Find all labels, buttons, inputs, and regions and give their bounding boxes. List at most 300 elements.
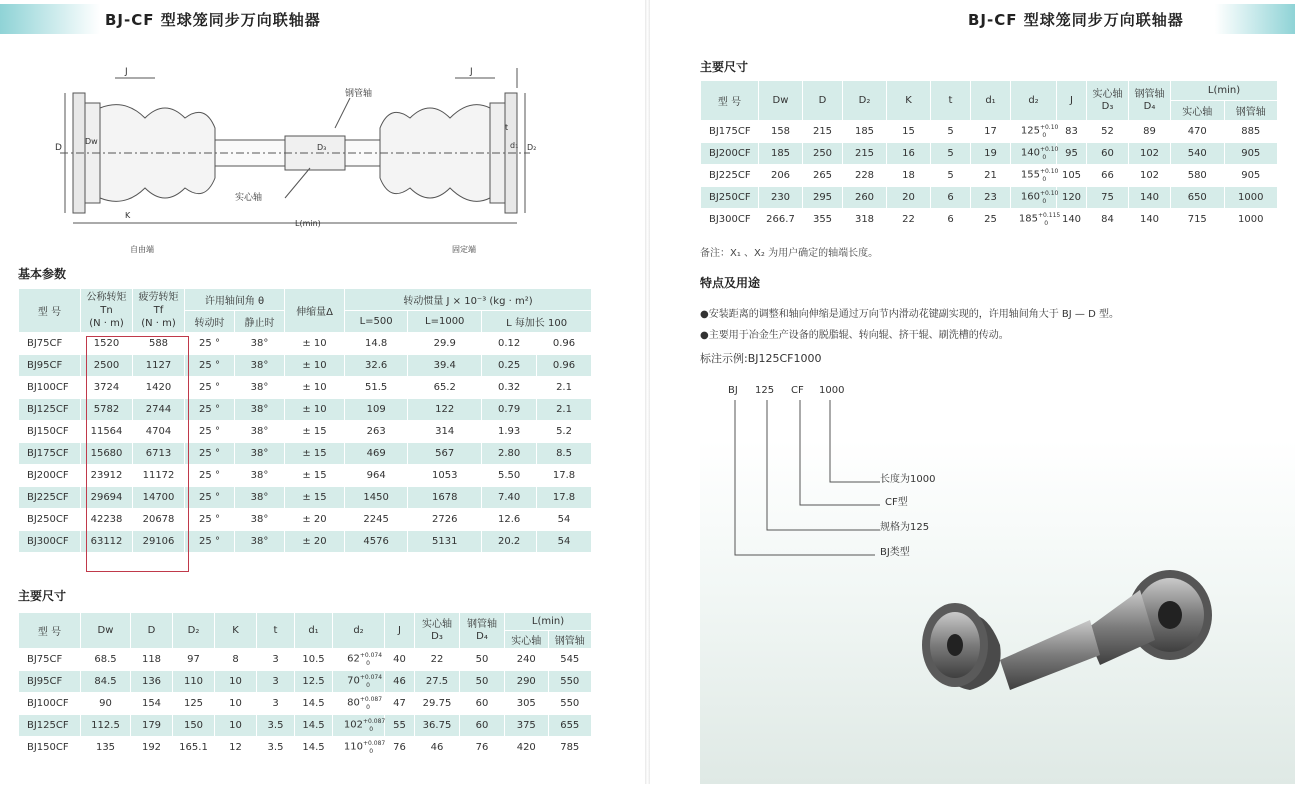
cell-telescopic: ± 10 (285, 399, 345, 421)
cell-lmin-solid: 580 (1171, 165, 1225, 187)
dd2-lower-tolerance: 0 (1042, 131, 1047, 139)
cell-d4: 102 (1129, 165, 1171, 187)
cell-lmin-solid: 305 (505, 693, 549, 715)
cell-tf: 29106 (133, 531, 185, 553)
cell-dd2 (1011, 187, 1057, 209)
cell-per100-solid: 5.50 (482, 465, 537, 487)
cell-lmin-solid: 470 (1171, 121, 1225, 143)
cell-dw: 84.5 (81, 671, 131, 693)
cell-model: BJ175CF (19, 443, 81, 465)
cell-tn: 63112 (81, 531, 133, 553)
col-d3: 实心轴 D₃ (1087, 81, 1129, 121)
cell-dw: 158 (759, 121, 803, 143)
col-l500: L=500 (345, 311, 408, 333)
cell-tn: 23912 (81, 465, 133, 487)
cell-d: 179 (131, 715, 173, 737)
col-lmin: L(min) (505, 613, 592, 631)
cell-lmin-solid: 420 (505, 737, 549, 759)
dd2-upper-tolerance: +0.10 (1039, 190, 1059, 198)
cell-t: 6 (931, 187, 971, 209)
cell-dw: 185 (759, 143, 803, 165)
cell-dd2 (1011, 209, 1061, 231)
cell-d1: 19 (971, 143, 1011, 165)
cell-tf: 20678 (133, 509, 185, 531)
dimensions-title-left: 主要尺寸 (18, 589, 67, 603)
cell-dd2 (333, 671, 385, 693)
code-label-size: 规格为125 (880, 522, 930, 533)
cell-tf: 6713 (133, 443, 185, 465)
cell-angle-rot: 25 ° (185, 333, 235, 355)
feature-item-2: ●主要用于冶金生产设备的脱脂辊、转向辊、挤干辊、刷洗槽的传动。 (700, 330, 1009, 341)
left-page (0, 0, 645, 784)
cell-d2: 97 (173, 649, 215, 671)
col-solid: 实心轴 (1171, 101, 1225, 121)
cell-k: 10 (215, 715, 257, 737)
cell-angle-static: 38° (235, 465, 285, 487)
basic-params-title: 基本参数 (18, 267, 67, 281)
cell-d1: 21 (971, 165, 1011, 187)
col-j: J (1057, 81, 1087, 121)
table-row (19, 671, 592, 693)
cell-k: 12 (215, 737, 257, 759)
col-rotating: 转动时 (185, 311, 235, 333)
cell-angle-static: 38° (235, 399, 285, 421)
cell-l500-solid: 109 (345, 399, 408, 421)
cell-model: BJ75CF (19, 649, 81, 671)
code-label-length: 长度为1000 (880, 474, 936, 485)
cell-model: BJ200CF (19, 465, 81, 487)
cell-tn: 3724 (81, 377, 133, 399)
cell-telescopic: ± 15 (285, 465, 345, 487)
col-tf: 疲劳转矩 Tf (N · m) (133, 289, 185, 333)
cell-lmin-steel: 885 (1224, 121, 1278, 143)
cell-lmin-steel: 905 (1224, 143, 1278, 165)
cell-tf: 1420 (133, 377, 185, 399)
cell-angle-static: 38° (235, 487, 285, 509)
col-static: 静止时 (235, 311, 285, 333)
dd2-lower-tolerance: 0 (366, 659, 370, 667)
cell-d3: 75 (1087, 187, 1129, 209)
col-dw: Dw (81, 613, 131, 649)
cell-k: 18 (887, 165, 931, 187)
cell-d3: 22 (415, 649, 460, 671)
dd2-lower-tolerance: 0 (1042, 197, 1047, 205)
cell-model: BJ250CF (701, 187, 759, 209)
dim-d1: d₁ (510, 141, 519, 150)
cell-l1000-steel: 2726 (408, 509, 482, 531)
cell-k: 8 (215, 649, 257, 671)
cell-d1: 23 (971, 187, 1011, 209)
cell-l500-solid: 2245 (345, 509, 408, 531)
cell-t: 6 (931, 209, 971, 231)
col-d1: d₁ (971, 81, 1011, 121)
cell-model: BJ300CF (19, 531, 81, 553)
cell-telescopic: ± 10 (285, 377, 345, 399)
cell-tf: 588 (133, 333, 185, 355)
cell-telescopic: ± 10 (285, 355, 345, 377)
cell-lmin-steel: 545 (548, 649, 592, 671)
cell-model: BJ100CF (19, 377, 81, 399)
table-row (701, 121, 1278, 143)
table-note: 备注：X₁ 、X₂ 为用户确定的轴端长度。 (700, 248, 879, 259)
feature-item-1: ●安装距离的调整和轴向伸缩是通过万向节内滑动花键副实现的，许用轴间角大于 BJ — D 型。 (700, 309, 1119, 320)
code-part-125: 125 (755, 385, 775, 396)
cell-dd2 (1011, 121, 1057, 143)
cell-per100-solid: 0.32 (482, 377, 537, 399)
cell-d4: 50 (460, 649, 505, 671)
col-t: t (931, 81, 971, 121)
cell-d2: 185 (843, 121, 887, 143)
cell-d2: 215 (843, 143, 887, 165)
cell-per100-steel: 54 (537, 531, 592, 553)
col-dd2: d₂ (333, 613, 385, 649)
col-k: K (887, 81, 931, 121)
dd2-upper-tolerance: +0.115 (1038, 212, 1061, 220)
cell-d4: 102 (1129, 143, 1171, 165)
table-row (701, 165, 1278, 187)
cell-lmin-solid: 290 (505, 671, 549, 693)
cell-angle-rot: 25 ° (185, 531, 235, 553)
cell-model: BJ95CF (19, 671, 81, 693)
dd2-upper-tolerance: +0.074 (359, 674, 383, 682)
label-free-end: 自由端 (130, 245, 154, 254)
cell-d3: 27.5 (415, 671, 460, 693)
code-part-bj: BJ (728, 385, 738, 396)
cell-angle-static: 38° (235, 531, 285, 553)
col-d1: d₁ (295, 613, 333, 649)
cell-model: BJ125CF (19, 715, 81, 737)
cell-lmin-steel: 1000 (1224, 209, 1278, 231)
cell-per100-solid: 1.93 (482, 421, 537, 443)
cell-k: 10 (215, 671, 257, 693)
cell-per100-solid: 0.25 (482, 355, 537, 377)
table-row (701, 143, 1278, 165)
dd2-lower-tolerance: 0 (369, 747, 374, 755)
cell-lmin-steel: 550 (548, 693, 592, 715)
coupling-drawing (55, 58, 535, 258)
cell-l1000-steel: 1053 (408, 465, 482, 487)
cell-t: 3.5 (257, 737, 295, 759)
table-row (701, 209, 1278, 231)
cell-d3: 29.75 (415, 693, 460, 715)
col-dw: Dw (759, 81, 803, 121)
cell-d2: 228 (843, 165, 887, 187)
dd2-nominal: 80 (347, 697, 360, 709)
cell-lmin-solid: 375 (505, 715, 549, 737)
cell-d2: 318 (843, 209, 887, 231)
dimensions-table-left (18, 612, 592, 759)
cell-per100-steel: 54 (537, 509, 592, 531)
cell-angle-rot: 25 ° (185, 443, 235, 465)
cell-l1000-steel: 1678 (408, 487, 482, 509)
dd2-lower-tolerance: 0 (366, 681, 370, 689)
cell-dw: 90 (81, 693, 131, 715)
cell-d: 118 (131, 649, 173, 671)
cell-d2: 260 (843, 187, 887, 209)
dim-d2: D₂ (527, 143, 537, 152)
cell-l1000-steel: 29.9 (408, 333, 482, 355)
cell-d: 265 (803, 165, 843, 187)
cell-telescopic: ± 20 (285, 509, 345, 531)
cell-lmin-solid: 715 (1171, 209, 1225, 231)
col-dd2: d₂ (1011, 81, 1057, 121)
cell-angle-rot: 25 ° (185, 355, 235, 377)
cell-dd2 (333, 693, 385, 715)
cell-d1: 10.5 (295, 649, 333, 671)
cell-tn: 5782 (81, 399, 133, 421)
cell-d4: 50 (460, 671, 505, 693)
cell-t: 3 (257, 671, 295, 693)
cell-l500-solid: 469 (345, 443, 408, 465)
cell-d4: 140 (1129, 209, 1171, 231)
cell-per100-solid: 12.6 (482, 509, 537, 531)
col-inertia: 转动惯量 J × 10⁻³ (kg · m²) (345, 289, 592, 311)
header-accent-bar (1215, 4, 1295, 34)
cell-k: 15 (887, 121, 931, 143)
cell-tf: 11172 (133, 465, 185, 487)
cell-l500-solid: 964 (345, 465, 408, 487)
cell-tn: 2500 (81, 355, 133, 377)
cell-d2: 125 (173, 693, 215, 715)
table-row (19, 649, 592, 671)
cell-d1: 12.5 (295, 671, 333, 693)
cell-d4: 140 (1129, 187, 1171, 209)
cell-per100-steel: 8.5 (537, 443, 592, 465)
col-d4: 钢管轴 D₄ (460, 613, 505, 649)
col-k: K (215, 613, 257, 649)
cell-l500-solid: 4576 (345, 531, 408, 553)
cell-lmin-solid: 650 (1171, 187, 1225, 209)
table-row (19, 693, 592, 715)
col-telescopic: 伸缩量Δ (285, 289, 345, 333)
cell-dw: 230 (759, 187, 803, 209)
cell-angle-static: 38° (235, 333, 285, 355)
code-part-1000: 1000 (819, 385, 845, 396)
cell-d1: 14.5 (295, 737, 333, 759)
dd2-nominal: 102 (343, 719, 364, 731)
cell-angle-static: 38° (235, 377, 285, 399)
cell-per100-steel: 2.1 (537, 377, 592, 399)
cell-d3: 84 (1087, 209, 1129, 231)
cell-j: 140 (1057, 209, 1087, 231)
cell-j: 40 (385, 649, 415, 671)
cell-dd2 (333, 715, 385, 737)
cell-k: 22 (887, 209, 931, 231)
cell-k: 10 (215, 693, 257, 715)
table-row (701, 187, 1278, 209)
cell-lmin-steel: 905 (1224, 165, 1278, 187)
dd2-nominal: 125 (1020, 125, 1040, 137)
cell-t: 5 (931, 143, 971, 165)
cell-t: 5 (931, 121, 971, 143)
cell-tn: 42238 (81, 509, 133, 531)
cell-l1000-steel: 5131 (408, 531, 482, 553)
cell-d1: 14.5 (295, 693, 333, 715)
cell-dw: 266.7 (759, 209, 803, 231)
cell-per100-steel: 0.96 (537, 355, 592, 377)
cell-model: BJ200CF (701, 143, 759, 165)
cell-per100-solid: 20.2 (482, 531, 537, 553)
dd2-nominal: 155 (1020, 169, 1040, 181)
label-steel-shaft: 钢管轴 (345, 89, 373, 99)
cell-angle-rot: 25 ° (185, 487, 235, 509)
cell-dw: 206 (759, 165, 803, 187)
cell-tn: 15680 (81, 443, 133, 465)
col-model: 型 号 (19, 613, 81, 649)
cell-d3: 66 (1087, 165, 1129, 187)
cell-j: 105 (1057, 165, 1087, 187)
cell-angle-rot: 25 ° (185, 421, 235, 443)
cell-model: BJ250CF (19, 509, 81, 531)
cell-dd2 (333, 649, 385, 671)
cell-lmin-solid: 240 (505, 649, 549, 671)
dd2-nominal: 185 (1018, 213, 1039, 225)
cell-l1000-steel: 567 (408, 443, 482, 465)
col-model: 型 号 (19, 289, 81, 333)
cell-l500-solid: 32.6 (345, 355, 408, 377)
cell-tf: 1127 (133, 355, 185, 377)
cell-model: BJ150CF (19, 737, 81, 759)
dimensions-table-right (700, 80, 1278, 231)
cell-d1: 17 (971, 121, 1011, 143)
cell-dw: 112.5 (81, 715, 131, 737)
code-label-cf: CF型 (885, 497, 908, 508)
cell-per100-steel: 17.8 (537, 487, 592, 509)
dd2-nominal: 110 (343, 741, 364, 753)
cell-dw: 68.5 (81, 649, 131, 671)
col-steel: 钢管轴 (1224, 101, 1278, 121)
cell-d3: 36.75 (415, 715, 460, 737)
cell-d3: 60 (1087, 143, 1129, 165)
dd2-nominal: 160 (1020, 191, 1040, 203)
designation-example (695, 350, 995, 570)
dd2-upper-tolerance: +0.087 (363, 718, 386, 726)
dd2-nominal: 140 (1020, 147, 1040, 159)
dim-d: D (55, 143, 62, 153)
cell-k: 20 (887, 187, 931, 209)
cell-angle-static: 38° (235, 355, 285, 377)
cell-d3: 46 (415, 737, 460, 759)
dd2-lower-tolerance: 0 (1042, 175, 1047, 183)
cell-model: BJ75CF (19, 333, 81, 355)
cell-tn: 29694 (81, 487, 133, 509)
cell-tn: 11564 (81, 421, 133, 443)
cell-d4: 89 (1129, 121, 1171, 143)
cell-d1: 14.5 (295, 715, 333, 737)
col-t: t (257, 613, 295, 649)
col-solid: 实心轴 (505, 631, 549, 649)
table-row (19, 737, 592, 759)
dd2-nominal: 62 (347, 653, 360, 665)
cell-model: BJ95CF (19, 355, 81, 377)
cell-telescopic: ± 20 (285, 531, 345, 553)
cell-d: 250 (803, 143, 843, 165)
col-lmin: L(min) (1171, 81, 1278, 101)
cell-d: 192 (131, 737, 173, 759)
col-lper100: L 每加长 100 (482, 311, 592, 333)
cell-j: 46 (385, 671, 415, 693)
dd2-upper-tolerance: +0.10 (1039, 168, 1059, 176)
col-d: D (803, 81, 843, 121)
dd2-lower-tolerance: 0 (1044, 219, 1049, 227)
cell-per100-steel: 0.96 (537, 333, 592, 355)
cell-dd2 (1011, 143, 1057, 165)
table-row (19, 715, 592, 737)
cell-k: 16 (887, 143, 931, 165)
cell-l1000-steel: 39.4 (408, 355, 482, 377)
col-tn: 公称转矩 Tn (N · m) (81, 289, 133, 333)
cell-lmin-steel: 655 (548, 715, 592, 737)
cell-model: BJ150CF (19, 421, 81, 443)
cell-d3: 52 (1087, 121, 1129, 143)
label-fixed-end: 固定端 (452, 245, 476, 254)
col-l1000: L=1000 (408, 311, 482, 333)
cell-telescopic: ± 10 (285, 333, 345, 355)
cell-angle-rot: 25 ° (185, 377, 235, 399)
cell-t: 3.5 (257, 715, 295, 737)
cell-lmin-steel: 1000 (1224, 187, 1278, 209)
cell-d: 355 (803, 209, 843, 231)
col-d3: 实心轴 D₃ (415, 613, 460, 649)
cell-per100-solid: 0.12 (482, 333, 537, 355)
designation-example-title: 标注示例:BJ125CF1000 (700, 352, 822, 365)
dd2-upper-tolerance: +0.087 (359, 696, 383, 704)
cell-telescopic: ± 15 (285, 443, 345, 465)
header-accent-bar (0, 4, 100, 34)
dd2-nominal: 70 (347, 675, 360, 687)
dd2-upper-tolerance: +0.074 (359, 652, 383, 660)
cell-d4: 60 (460, 693, 505, 715)
cell-t: 3 (257, 693, 295, 715)
cell-angle-static: 38° (235, 443, 285, 465)
cell-angle-rot: 25 ° (185, 399, 235, 421)
cell-per100-steel: 5.2 (537, 421, 592, 443)
cell-angle-rot: 25 ° (185, 465, 235, 487)
cell-model: BJ300CF (701, 209, 759, 231)
cell-d: 136 (131, 671, 173, 693)
cell-angle-rot: 25 ° (185, 509, 235, 531)
cell-d: 154 (131, 693, 173, 715)
cell-model: BJ125CF (19, 399, 81, 421)
cell-tf: 4704 (133, 421, 185, 443)
dim-j-left: J (125, 67, 128, 77)
cell-angle-static: 38° (235, 509, 285, 531)
cell-d1: 25 (971, 209, 1011, 231)
cell-l500-solid: 51.5 (345, 377, 408, 399)
cell-per100-solid: 0.79 (482, 399, 537, 421)
cell-lmin-steel: 785 (548, 737, 592, 759)
cell-dd2 (333, 737, 385, 759)
col-d: D (131, 613, 173, 649)
col-j: J (385, 613, 415, 649)
dd2-lower-tolerance: 0 (1042, 153, 1047, 161)
label-solid-shaft: 实心轴 (235, 193, 263, 203)
cell-telescopic: ± 15 (285, 487, 345, 509)
dim-lmin: L(min) (295, 219, 321, 228)
cell-j: 83 (1057, 121, 1087, 143)
cell-d2: 150 (173, 715, 215, 737)
cell-l500-solid: 263 (345, 421, 408, 443)
cell-l500-solid: 14.8 (345, 333, 408, 355)
cell-tf: 14700 (133, 487, 185, 509)
cell-l1000-steel: 65.2 (408, 377, 482, 399)
cell-j: 95 (1057, 143, 1087, 165)
dd2-upper-tolerance: +0.10 (1039, 146, 1059, 154)
dim-k: K (125, 211, 131, 220)
cell-d: 215 (803, 121, 843, 143)
cell-dd2 (1011, 165, 1057, 187)
cell-j: 47 (385, 693, 415, 715)
